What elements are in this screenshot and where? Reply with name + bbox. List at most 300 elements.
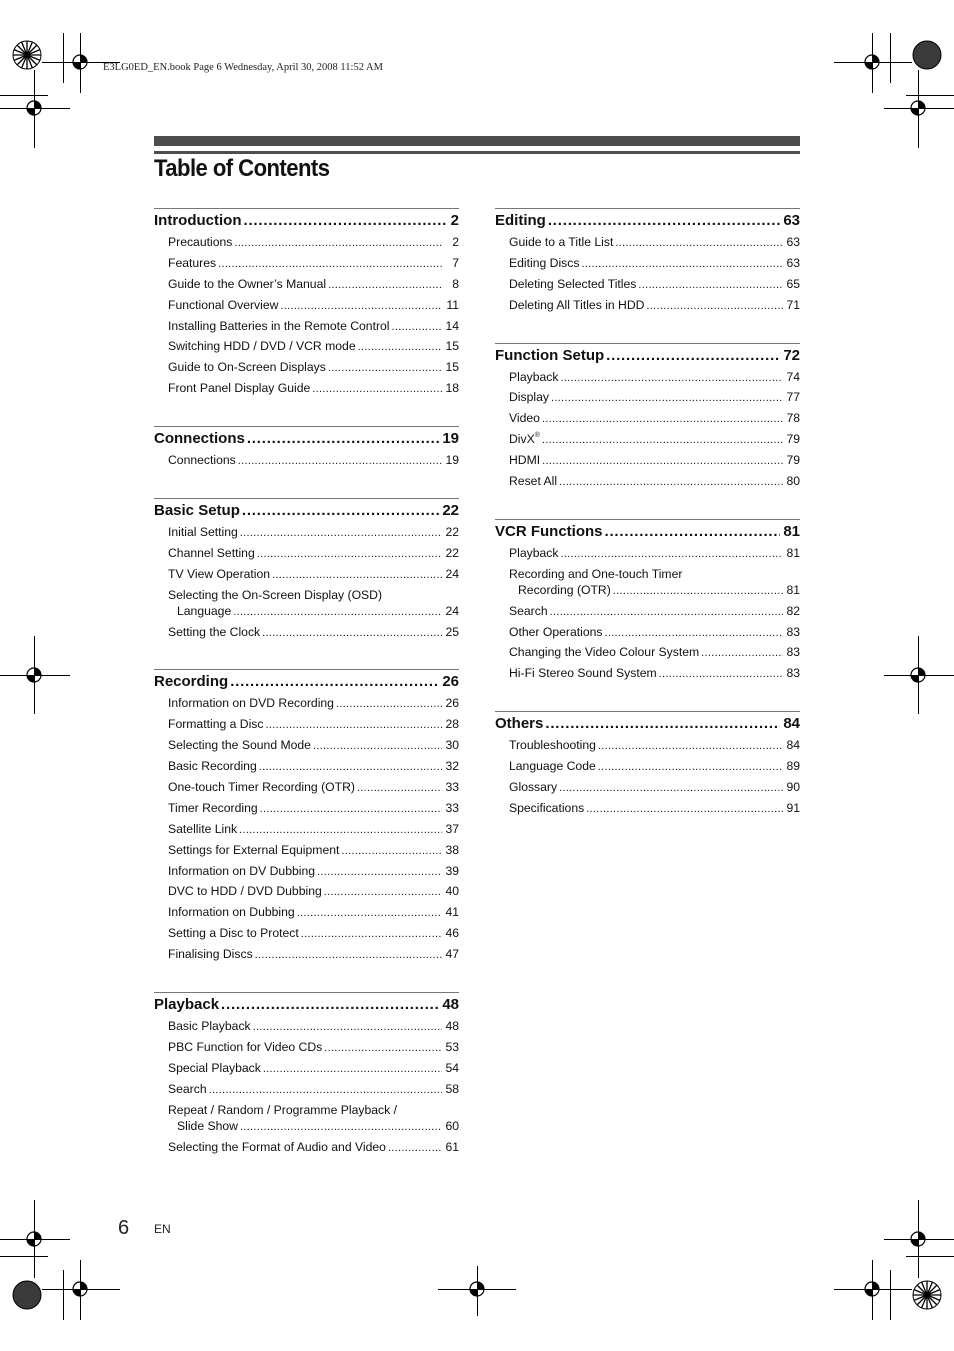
dot-leader — [357, 782, 442, 794]
dot-leader — [560, 548, 783, 560]
entry-label-text: Formatting a Disc — [168, 717, 264, 732]
dot-leader — [392, 321, 442, 333]
section-page-number: 72 — [783, 346, 800, 364]
toc-entry[interactable] — [154, 298, 459, 319]
entry-page-number: 26 — [445, 696, 459, 711]
entry-label — [168, 381, 310, 395]
page-number: 6 — [118, 1217, 130, 1239]
dot-leader — [548, 212, 780, 229]
entry-label-text: Hi-Fi Stereo Sound System — [509, 666, 657, 681]
entry-page-number: 38 — [445, 842, 459, 857]
section-page-number: 2 — [450, 212, 459, 229]
calibration-disc-icon — [912, 40, 942, 70]
dot-leader — [328, 279, 442, 291]
toc-entry[interactable] — [154, 926, 459, 947]
entry-label — [168, 298, 278, 312]
registration-target-icon — [908, 98, 928, 118]
toc-entry[interactable] — [154, 884, 459, 905]
entry-page-number: 15 — [445, 360, 459, 375]
entry-label-text: Glossary — [509, 780, 558, 795]
toc-section-heading[interactable] — [495, 212, 800, 234]
toc-entry[interactable] — [154, 947, 459, 968]
entry-page-number: 79 — [786, 453, 800, 468]
section-page-number: 63 — [783, 212, 800, 229]
entry-page-number: 60 — [445, 1118, 459, 1133]
crop-line — [0, 1256, 48, 1257]
toc-section — [495, 519, 800, 687]
entry-page-number: 58 — [445, 1081, 459, 1096]
entry-label — [168, 738, 311, 752]
toc-entry[interactable] — [495, 256, 800, 277]
entry-label-text: Basic Recording — [168, 759, 257, 774]
registration-target-icon — [862, 1279, 882, 1299]
entry-label-text: Channel Setting — [168, 545, 255, 560]
entry-label-text: Installing Batteries in the Remote Control — [168, 318, 390, 333]
crop-line — [63, 33, 64, 83]
toc-entry[interactable] — [154, 546, 459, 567]
dot-leader — [221, 996, 439, 1013]
registered-mark: ® — [534, 432, 540, 440]
dot-leader — [253, 1021, 442, 1033]
toc-entry[interactable] — [495, 432, 800, 453]
toc-entry[interactable] — [154, 381, 459, 402]
entry-page-number: 33 — [445, 800, 459, 815]
dot-leader — [559, 476, 783, 488]
dot-leader — [233, 606, 442, 618]
dot-leader — [646, 300, 783, 312]
toc-section-heading[interactable] — [495, 523, 800, 545]
entry-label-text: Troubleshooting — [509, 738, 596, 753]
toc-entry[interactable] — [154, 625, 459, 646]
entry-label — [168, 546, 255, 560]
toc-entry[interactable] — [154, 843, 459, 864]
entry-label — [168, 525, 238, 539]
toc-entry[interactable] — [495, 604, 800, 625]
dot-leader — [242, 502, 439, 519]
toc-entry[interactable] — [154, 1082, 459, 1103]
entry-label — [168, 864, 315, 878]
entry-page-number: 80 — [786, 474, 800, 489]
entry-label — [509, 546, 558, 560]
entry-label-text: HDMI — [509, 453, 541, 468]
entry-label — [168, 759, 257, 773]
toc-section — [154, 992, 459, 1160]
toc-entry[interactable] — [154, 1061, 459, 1082]
toc-entry[interactable] — [495, 666, 800, 687]
entry-label: Repeat / Random / Programme Playback / — [168, 1102, 397, 1117]
entry-label — [168, 1082, 207, 1096]
section-divider — [154, 498, 459, 499]
entry-label — [509, 474, 557, 488]
entry-label — [168, 625, 260, 639]
entry-label-text: Other Operations — [509, 624, 603, 639]
entry-label-text: PBC Function for Video CDs — [168, 1039, 323, 1054]
toc-entry[interactable] — [495, 411, 800, 432]
entry-page-number: 14 — [445, 318, 459, 333]
toc-entry[interactable] — [495, 453, 800, 474]
entry-label-text: Playback — [509, 545, 559, 560]
entry-label — [509, 625, 602, 639]
entry-page-number: 83 — [786, 624, 800, 639]
section-title: Playback — [154, 996, 220, 1014]
entry-label — [509, 235, 613, 249]
toc-entry[interactable] — [154, 256, 459, 277]
dot-leader — [701, 647, 783, 659]
entry-label-continued — [168, 604, 459, 625]
toc-section — [495, 711, 800, 822]
entry-page-number: 41 — [445, 905, 459, 920]
entry-label — [168, 339, 356, 353]
entry-label — [509, 432, 540, 446]
entry-page-number: 63 — [786, 255, 800, 270]
toc-entry[interactable] — [495, 780, 800, 801]
toc-entry[interactable] — [154, 453, 459, 474]
entry-label-continued — [168, 1119, 459, 1140]
entry-label — [168, 843, 339, 857]
section-title: Others — [495, 715, 544, 733]
dot-leader — [255, 949, 442, 961]
entry-page-number: 90 — [786, 780, 800, 795]
entry-label-text: Special Playback — [168, 1060, 261, 1075]
entry-page-number: 81 — [786, 582, 800, 597]
entry-label — [168, 884, 322, 898]
dot-leader — [297, 907, 442, 919]
dot-leader — [341, 845, 442, 857]
dot-leader — [581, 258, 783, 270]
section-title: Basic Setup — [154, 502, 240, 520]
title-bar — [154, 136, 800, 146]
dot-leader — [542, 455, 783, 467]
toc-entry[interactable] — [495, 277, 800, 298]
dot-leader — [550, 606, 783, 618]
dot-leader — [259, 761, 442, 773]
entry-label — [509, 370, 558, 384]
entry-page-number: 11 — [446, 297, 459, 312]
toc-section — [154, 498, 459, 645]
dot-leader — [336, 698, 442, 710]
crop-line — [890, 1270, 891, 1320]
dot-leader — [388, 1142, 442, 1154]
toc-right-column — [495, 208, 800, 822]
section-title: Function Setup — [495, 346, 605, 364]
entry-page-number: 37 — [445, 821, 459, 836]
entry-label-text: Timer Recording — [168, 800, 258, 815]
toc-left-column — [154, 208, 459, 1160]
dot-leader — [238, 455, 442, 467]
section-divider — [495, 208, 800, 209]
section-title: Recording — [154, 673, 229, 691]
dot-leader — [638, 279, 783, 291]
entry-page-number: 47 — [445, 947, 459, 962]
toc-entry[interactable] — [154, 717, 459, 738]
entry-page-number: 28 — [445, 717, 459, 732]
entry-page-number: 7 — [452, 255, 459, 270]
toc-entry[interactable] — [154, 905, 459, 926]
toc-entry[interactable] — [154, 801, 459, 822]
toc-entry[interactable] — [495, 370, 800, 391]
entry-label-text: Satellite Link — [168, 821, 238, 836]
crop-line — [890, 33, 891, 83]
dot-leader — [262, 627, 442, 639]
dot-leader — [209, 1084, 442, 1096]
toc-entry[interactable] — [154, 567, 459, 588]
registration-target-icon — [24, 665, 44, 685]
entry-label-text: Settings for External Equipment — [168, 842, 340, 857]
registration-target-icon — [467, 1279, 487, 1299]
dot-leader — [243, 212, 447, 229]
entry-label — [168, 453, 236, 467]
toc-section-heading[interactable] — [154, 996, 459, 1018]
entry-label — [168, 235, 232, 249]
toc-entry[interactable] — [154, 1019, 459, 1040]
entry-page-number: 22 — [445, 525, 459, 540]
toc-entry[interactable] — [495, 801, 800, 822]
toc-section — [154, 669, 459, 968]
dot-leader — [542, 413, 783, 425]
toc-entry[interactable] — [154, 235, 459, 256]
entry-page-number: 83 — [786, 645, 800, 660]
section-title: VCR Functions — [495, 522, 603, 540]
entry-label-text: Guide to a Title List — [509, 235, 614, 249]
section-page-number: 84 — [783, 715, 800, 733]
entry-page-number: 65 — [786, 276, 800, 291]
print-header: E3LG0ED_EN.book Page 6 Wednesday, April 30, 2008 11:52 AM — [103, 62, 383, 73]
entry-page-number: 63 — [786, 235, 800, 249]
entry-label-text: DVC to HDD / DVD Dubbing — [168, 884, 322, 899]
entry-page-number: 24 — [445, 566, 459, 581]
dot-leader — [301, 928, 442, 940]
entry-page-number: 81 — [786, 545, 800, 560]
entry-page-number: 79 — [786, 432, 800, 447]
toc-entry[interactable] — [154, 339, 459, 360]
entry-page-number: 25 — [445, 624, 459, 639]
entry-label — [168, 822, 237, 836]
dot-leader — [559, 782, 783, 794]
section-page-number: 81 — [783, 522, 800, 540]
toc-section-heading[interactable] — [154, 502, 459, 524]
registration-target-icon — [70, 52, 90, 72]
entry-page-number: 24 — [445, 603, 459, 618]
entry-label — [509, 411, 540, 425]
dot-leader — [328, 362, 442, 374]
section-page-number: 26 — [442, 673, 459, 691]
entry-label — [509, 801, 584, 815]
toc-entry[interactable] — [154, 360, 459, 381]
toc-section — [154, 208, 459, 402]
toc-entry[interactable] — [154, 277, 459, 298]
entry-label-continued — [509, 583, 800, 604]
dot-leader — [545, 715, 780, 732]
entry-label — [168, 780, 355, 794]
entry-page-number: 46 — [445, 926, 459, 941]
dot-leader — [272, 569, 442, 581]
entry-page-number: 30 — [445, 738, 459, 753]
toc-section-heading[interactable] — [154, 673, 459, 695]
toc-entry[interactable] — [154, 822, 459, 843]
toc-entry[interactable] — [495, 625, 800, 646]
entry-label — [168, 947, 253, 961]
section-divider — [154, 992, 459, 993]
entry-page-number: 32 — [445, 759, 459, 774]
toc-entry[interactable] — [154, 588, 459, 625]
entry-label: Selecting the On-Screen Display (OSD) — [168, 587, 383, 602]
entry-label — [168, 277, 326, 291]
entry-label-text: Deleting Selected Titles — [509, 276, 637, 291]
entry-label-text: Guide to the Owner’s Manual — [168, 276, 327, 291]
entry-label — [168, 926, 299, 940]
toc-entry[interactable] — [154, 864, 459, 885]
entry-label-text: Information on Dubbing — [168, 905, 295, 920]
entry-page-number: 78 — [786, 411, 800, 426]
entry-label-text: Features — [168, 255, 217, 270]
entry-label — [168, 801, 258, 815]
entry-page-number: 33 — [445, 780, 459, 795]
registration-target-icon — [908, 1229, 928, 1249]
dot-leader — [542, 434, 783, 446]
toc-entry[interactable] — [154, 759, 459, 780]
dot-leader — [257, 548, 442, 560]
entry-label-text: Display — [509, 390, 549, 405]
dot-leader — [313, 740, 442, 752]
dot-leader — [239, 824, 442, 836]
toc-entry[interactable] — [154, 1103, 459, 1140]
entry-label-text: Functional Overview — [168, 297, 279, 312]
toc-entry[interactable] — [154, 1140, 459, 1161]
entry-label — [168, 1019, 251, 1033]
entry-label — [168, 905, 295, 919]
entry-label — [509, 759, 596, 773]
entry-label-line2: Language — [177, 603, 232, 618]
toc-entry[interactable] — [495, 738, 800, 759]
entry-label-text: Reset All — [509, 474, 558, 489]
toc-section-heading[interactable] — [154, 212, 459, 234]
entry-page-number: 77 — [786, 390, 800, 405]
toc-entry[interactable] — [495, 390, 800, 411]
entry-page-number: 71 — [786, 297, 800, 312]
entry-label-text: Setting a Disc to Protect — [168, 926, 299, 941]
entry-label-text: One-touch Timer Recording (OTR) — [168, 780, 355, 795]
crop-line — [63, 1270, 64, 1320]
entry-page-number: 39 — [445, 863, 459, 878]
section-divider — [154, 669, 459, 670]
entry-label-text: Information on DV Dubbing — [168, 863, 316, 878]
dot-leader — [324, 1042, 442, 1054]
dot-leader — [560, 372, 783, 384]
entry-label — [168, 256, 216, 270]
entry-label-text: Finalising Discs — [168, 947, 253, 962]
registration-target-icon — [70, 1279, 90, 1299]
toc-entry[interactable] — [154, 738, 459, 759]
entry-label — [168, 717, 264, 731]
registration-target-icon — [24, 98, 44, 118]
section-divider — [495, 343, 800, 344]
dot-leader — [247, 430, 439, 447]
section-page-number: 22 — [442, 502, 459, 520]
toc-entry[interactable] — [154, 525, 459, 546]
entry-label — [509, 645, 699, 659]
entry-label — [168, 319, 390, 333]
dot-leader — [218, 258, 442, 270]
entry-label-text: Language Code — [509, 759, 596, 774]
dot-leader — [551, 392, 783, 404]
dot-leader — [606, 347, 780, 364]
entry-page-number: 89 — [786, 759, 800, 774]
dot-leader — [605, 523, 781, 540]
section-divider — [495, 711, 800, 712]
entry-label-text: Search — [168, 1081, 207, 1096]
toc-entry[interactable] — [495, 298, 800, 319]
toc-entry[interactable] — [154, 319, 459, 340]
entry-label-text: Search — [509, 603, 548, 618]
section-divider — [154, 426, 459, 427]
dot-leader — [604, 627, 783, 639]
section-title: Introduction — [154, 212, 242, 229]
toc-entry[interactable] — [495, 645, 800, 666]
toc-entry[interactable] — [495, 546, 800, 567]
entry-label-text: Deleting All Titles in HDD — [509, 297, 645, 312]
entry-label-text: Changing the Video Colour System — [509, 645, 700, 660]
entry-label-text: Information on DVD Recording — [168, 696, 334, 711]
dot-leader — [266, 719, 443, 731]
entry-label-text: Switching HDD / DVD / VCR mode — [168, 339, 356, 354]
crop-line — [906, 1256, 954, 1257]
toc-entry[interactable] — [154, 1040, 459, 1061]
dot-leader — [358, 341, 442, 353]
section-title: Connections — [154, 430, 245, 448]
dot-leader — [659, 668, 783, 680]
section-page-number: 19 — [442, 430, 459, 448]
dot-leader — [613, 585, 783, 597]
entry-label-text: TV View Operation — [168, 566, 271, 581]
dot-leader — [312, 383, 442, 395]
section-divider — [154, 208, 459, 209]
entry-label-text: Basic Playback — [168, 1019, 251, 1034]
entry-page-number: 54 — [445, 1060, 459, 1075]
dot-leader — [240, 1121, 442, 1133]
dot-leader — [260, 803, 442, 815]
entry-label: Recording and One-touch Timer — [509, 566, 683, 581]
entry-label — [168, 696, 334, 710]
toc-entry[interactable] — [154, 780, 459, 801]
language-code: EN — [154, 1222, 171, 1236]
entry-label-text: Precautions — [168, 235, 233, 249]
toc-section-heading[interactable] — [495, 715, 800, 737]
calibration-disc-icon — [12, 1280, 42, 1310]
entry-page-number: 74 — [786, 369, 800, 384]
entry-label — [509, 298, 644, 312]
entry-page-number: 82 — [786, 603, 800, 618]
entry-page-number: 18 — [445, 381, 459, 396]
crop-line — [0, 95, 48, 96]
entry-label-text: Setting the Clock — [168, 624, 261, 639]
dot-leader — [598, 761, 783, 773]
toc-entry[interactable] — [495, 567, 800, 604]
toc-section-heading[interactable] — [495, 347, 800, 369]
toc-section-heading[interactable] — [154, 430, 459, 452]
toc-entry[interactable] — [495, 235, 800, 256]
entry-label — [168, 1040, 322, 1054]
section-page-number: 48 — [442, 996, 459, 1014]
toc-entry[interactable] — [154, 696, 459, 717]
entry-label — [168, 1140, 386, 1154]
toc-entry[interactable] — [495, 474, 800, 495]
dot-leader — [234, 237, 442, 249]
entry-label-text: Specifications — [509, 800, 585, 815]
entry-label-text: Selecting the Sound Mode — [168, 738, 311, 753]
entry-label — [509, 780, 557, 794]
toc-entry[interactable] — [495, 759, 800, 780]
dot-leader — [615, 237, 783, 249]
